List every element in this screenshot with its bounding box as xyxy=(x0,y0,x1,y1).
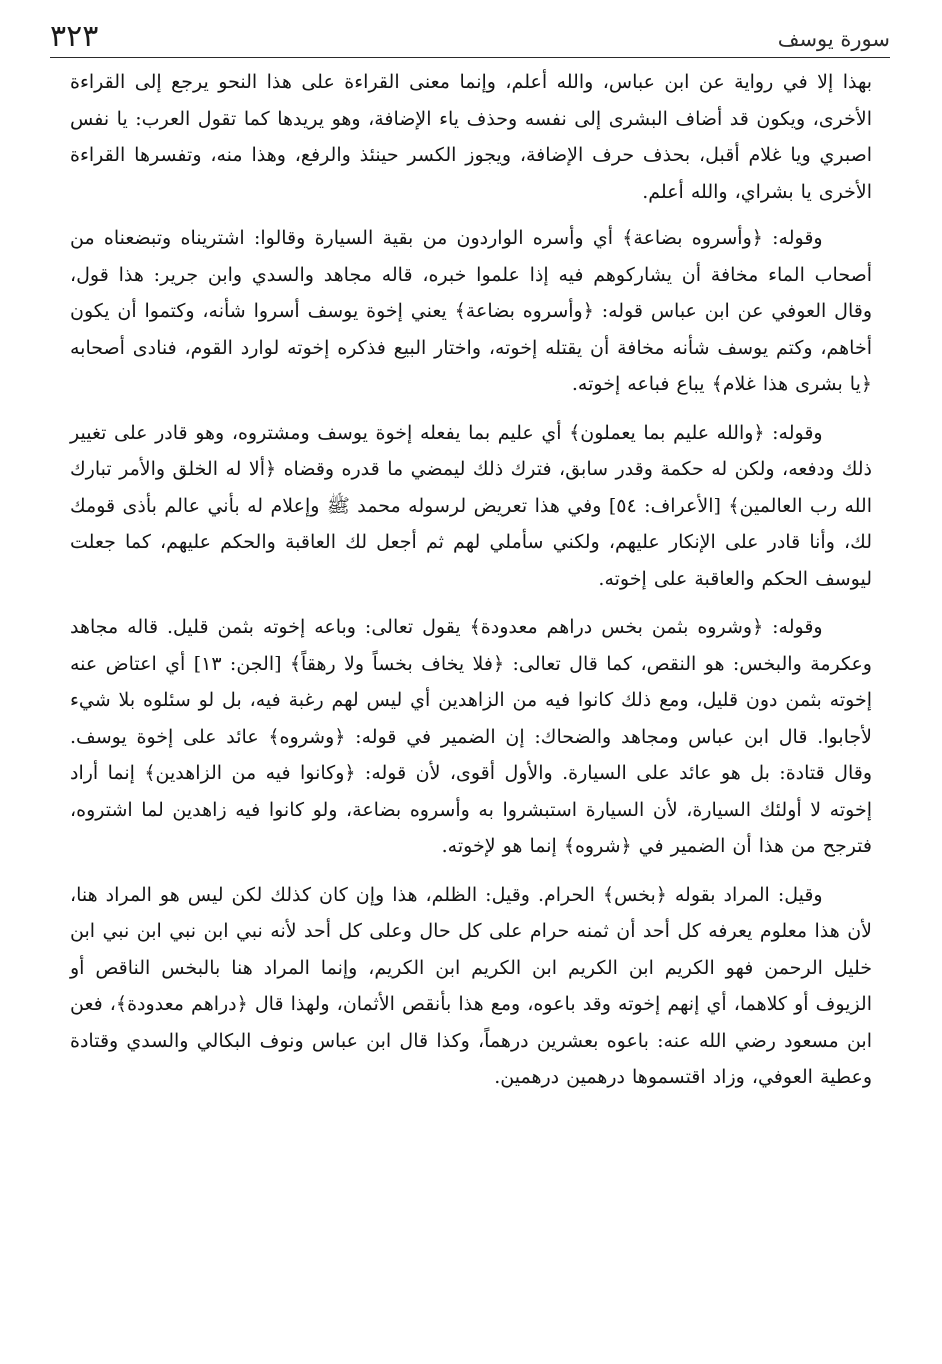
paragraph-5: وقيل: المراد بقوله ﴿بخس﴾ الحرام. وقيل: الظلم، هذا وإن كان كذلك لكن ليس هو المراد هنا، لأن هذا معلوم يعرفه كل أحد أن ثمنه حرام على كل حال وعلى كل أحد لأنه نبي ابن نبي ابن نبي ابن خليل الرحمن فهو الكريم ابن الكريم ابن الكريم ابن الكريم، وإنما المراد هنا بالبخس الناقص أو الزيوف أو كلاهما، أي إنهم إخوته وقد باعوه، ومع هذا بأنقص الأثمان، ولهذا قال ﴿دراهم معدودة﴾، فعن ابن مسعود رضي الله عنه: باعوه بعشرين درهماً، وكذا قال ابن عباس ونوف البكالي والسدي وقتادة وعطية العوفي، وزاد اقتسموها درهمين درهمين. xyxy=(70,883,872,1088)
paragraph-1: بهذا إلا في رواية عن ابن عباس، والله أعلم، وإنما معنى القراءة على هذا النحو يرجع إلى القراءة الأخرى، ويكون قد أضاف البشرى إلى نفسه وحذف ياء الإضافة، وهو يريدها كما تقول العرب: يا نفس اصبري ويا غلام أقبل، بحذف حرف الإضافة، ويجوز الكسر حينئذ والرفع، وهذا منه، وتفسرها القراءة الأخرى يا بشراي، والله أعلم. xyxy=(70,71,872,203)
page-header xyxy=(50,14,890,58)
page-body xyxy=(70,60,872,1096)
paragraph-2: وقوله: ﴿وأسروه بضاعة﴾ أي وأسره الواردون من بقية السيارة وقالوا: اشتريناه وتبضعناه من أصحاب الماء مخافة أن يشاركوهم فيه إذا علموا خبره، قاله مجاهد والسدي وابن جرير: هذا قول، وقال العوفي عن ابن عباس قوله: ﴿وأسروه بضاعة﴾ يعني إخوة يوسف أسروا شأنه، وكتموا أن يكون أخاهم، وكتم يوسف شأنه مخافة أن يقتله إخوته، واختار البيع فذكره إخوته لوارد القوم، فنادى أصحابه ﴿يا بشرى هذا غلام﴾ يباع فباعه إخوته. xyxy=(70,227,872,395)
surah-title: سورة يوسف xyxy=(777,27,890,51)
page-number: ٣٢٣ xyxy=(50,19,99,54)
header-divider xyxy=(50,57,890,58)
paragraph-4: وقوله: ﴿وشروه بثمن بخس دراهم معدودة﴾ يقول تعالى: وباعه إخوته بثمن قليل. قاله مجاهد وعكرمة والبخس: هو النقص، كما قال تعالى: ﴿فلا يخاف بخساً ولا رهقاً﴾ [الجن: ١٣] أي اعتاض عنه إخوته بثمن دون قليل، ومع ذلك كانوا فيه من الزاهدين أي ليس لهم رغبة فيه، بل لو سئلوه بلا شيء لأجابوا. قال ابن عباس ومجاهد والضحاك: إن الضمير في قوله: ﴿وشروه﴾ عائد على إخوة يوسف. وقال قتادة: بل هو عائد على السيارة. والأول أقوى، لأن قوله: ﴿وكانوا فيه من الزاهدين﴾ إنما أراد إخوته لا أولئك السيارة، لأن السيارة استبشروا به وأسروه بضاعة، ولو كانوا فيه زاهدين لما اشتروه، فترجح من هذا أن الضمير في ﴿شروه﴾ إنما هو لإخوته. xyxy=(70,616,872,857)
paragraph-3: وقوله: ﴿والله عليم بما يعملون﴾ أي عليم بما يفعله إخوة يوسف ومشتروه، وهو قادر على تغيير ذلك ودفعه، ولكن له حكمة وقدر سابق، فترك ذلك ليمضي ما قدره وقضاه ﴿ألا له الخلق والأمر تبارك الله رب العالمين﴾ [الأعراف: ٥٤] وفي هذا تعريض لرسوله محمد ﷺ وإعلام له بأني عالم بأذى قومك لك، وأنا قادر على الإنكار عليهم، ولكني سأملي لهم ثم أجعل لك العاقبة والحكم عليهم، كما جعلت ليوسف الحكم والعاقبة على إخوته. xyxy=(70,421,873,590)
